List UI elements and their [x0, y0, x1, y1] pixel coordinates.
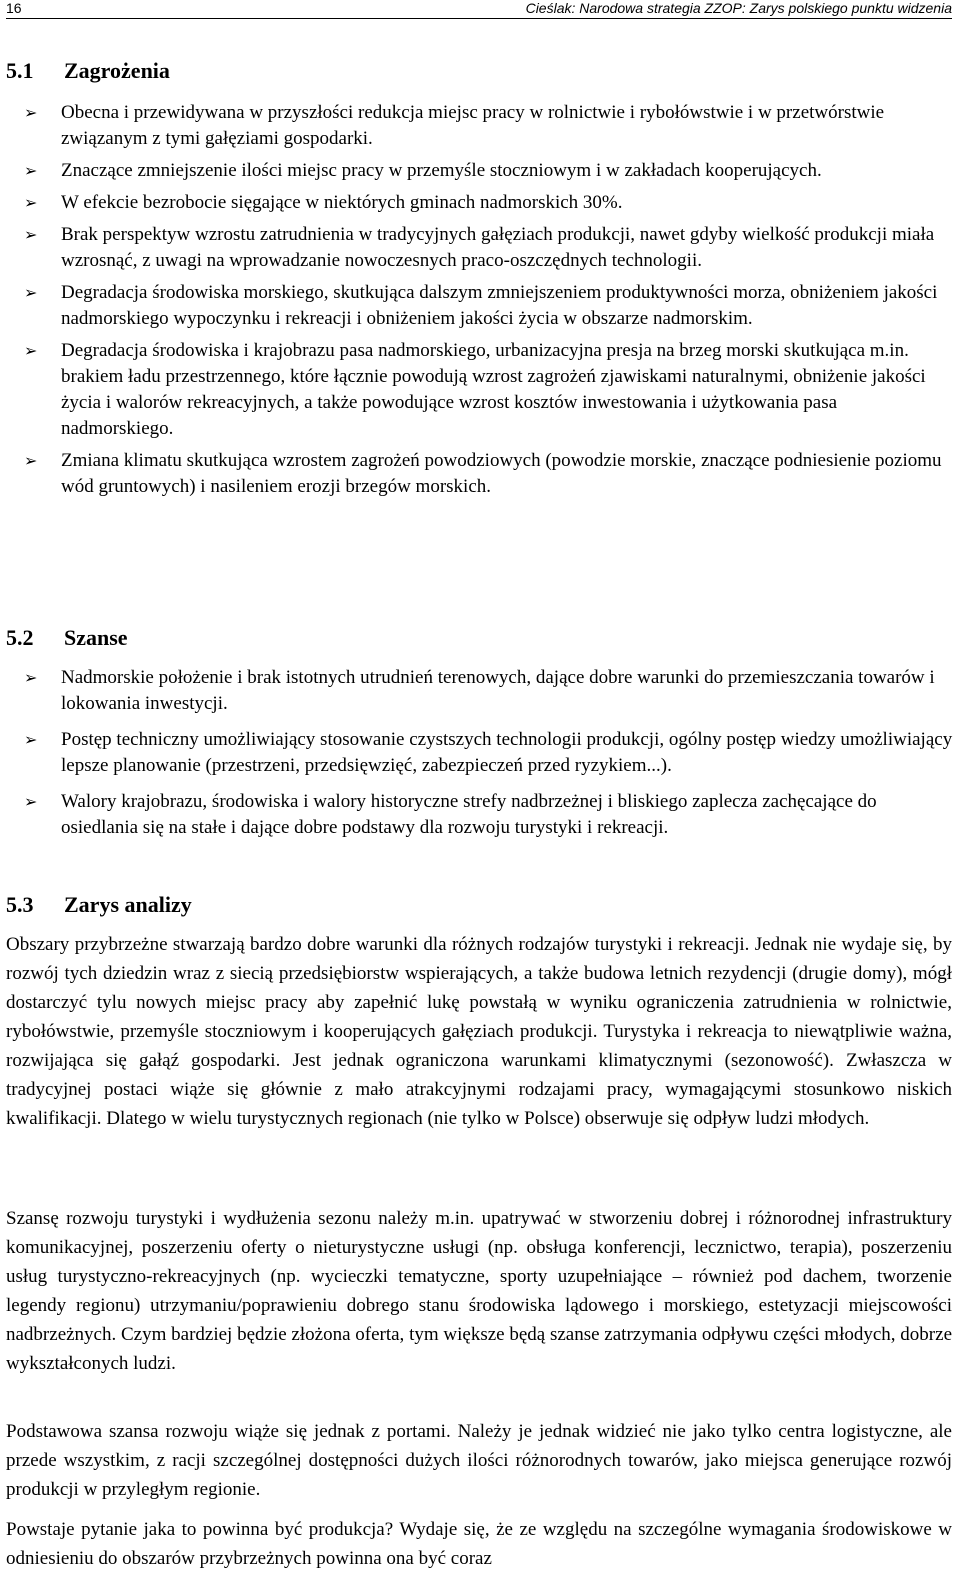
section-title: Zarys analizy — [64, 892, 192, 917]
section-number: 5.2 — [6, 625, 34, 650]
list-item: ➢ Obecna i przewidywana w przyszłości redukcja miejsc pracy w rolnictwie i rybołówstwie i w przetwórstwie związanym z tymi gałęziami gospodarki. — [24, 102, 885, 149]
body-paragraph: Szansę rozwoju turystyki i wydłużenia sezonu należy m.in. upatrywać w stworzeniu dobrej i różnorodnej infrastruktury komunikacyjnej, poszerzeniu oferty o nieturystyczne usługi (np. obsługa konferencji, lecznictwo, terapia), poszerzeniu usług turystyczno-rekreacyjnych (np. wycieczki tematyczne, sporty uzupełniające – również pod dachem, tworzenie legendy regionu) utrzymaniu/poprawieniu dobrego stanu środowiska lądowego i morskiego, estetyzacji miejscowości nadbrzeżnych. Czym bardziej będzie złożona oferta, tym większe będą szanse zatrzymania odpływu części młodych, dobrze wykształconych ludzi. — [6, 1208, 952, 1374]
list-item: ➢ Nadmorskie położenie i brak istotnych utrudnień terenowych, dające dobre warunki do przemieszczania towarów i lokowania inwestycji. — [24, 667, 935, 714]
section-heading-analysis — [6, 892, 192, 918]
list-item: ➢ Brak perspektyw wzrostu zatrudnienia w tradycyjnych gałęziach produkcji, nawet gdyby wielkość produkcji miała wzrosnąć, z uwagi na wprowadzanie nowoczesnych praco-oszczędnych technologii. — [24, 224, 935, 271]
body-paragraph: Obszary przybrzeżne stwarzają bardzo dobre warunki dla różnych rodzajów turystyki i rekreacji. Jednak nie wydaje się, by rozwój tych dziedzin wraz z siecią przedsiębiorstw wspierających, a także budowa letnich rezydencji (drugie domy), mógł dostarczyć tylu nowych miejsc pracy aby zapełnić lukę powstałą w wyniku ograniczenia zatrudnienia w rolnictwie, rybołówstwie, przemyśle stoczniowym i kooperujących gałęziach produkcji. Turystyka i rekreacja to niewątpliwie ważna, rozwijająca się gałąź gospodarki. Jest jednak ograniczona warunkami klimatycznymi (sezonowość). Zwłaszcza w tradycyjnej postaci wiąże się głównie z mało atrakcyjnymi rodzajami pracy, wymagającymi stosunkowo niskich kwalifikacji. Dlatego w wielu turystycznych regionach (nie tylko w Polsce) obserwuje się odpływ ludzi młodych. — [6, 934, 952, 1129]
arrow-bullet-icon: ➢ — [24, 730, 38, 749]
list-item: ➢ Znaczące zmniejszenie ilości miejsc pracy w przemyśle stoczniowym i w zakładach kooperujących. — [24, 158, 954, 184]
page-header — [6, 0, 952, 19]
arrow-bullet-icon: ➢ — [24, 225, 38, 244]
opportunities-list — [24, 665, 954, 841]
arrow-bullet-icon: ➢ — [24, 283, 38, 302]
arrow-bullet-icon: ➢ — [24, 668, 38, 687]
arrow-bullet-icon: ➢ — [24, 451, 38, 470]
running-title: Cieślak: Narodowa strategia ZZOP: Zarys polskiego punktu widzenia — [525, 0, 952, 16]
arrow-bullet-icon: ➢ — [24, 161, 38, 180]
section-title: Szanse — [64, 625, 128, 650]
list-item: ➢ Degradacja środowiska i krajobrazu pasa nadmorskiego, urbanizacyjna presja na brzeg morski skutkująca m.in. brakiem ładu przestrzennego, które łącznie powodują wzrost zagrożeń zjawiskami naturalnymi, obniżenie jakości życia i walorów rekreacyjnych, a także powodujące wzrost kosztów inwestowania i użytkowania pasa nadmorskiego. — [24, 340, 926, 439]
list-item: ➢ Postęp techniczny umożliwiający stosowanie czystszych technologii produkcji, ogólny postęp wiedzy umożliwiający lepsze planowanie (przestrzeni, przedsięwzięć, zabezpieczeń przed ryzykiem...). — [24, 729, 953, 776]
list-item: ➢ Walory krajobrazu, środowiska i walory historyczne strefy nadbrzeżnej i bliskiego zaplecza zachęcające do osiedlania się na stałe i dające dobre podstawy dla rozwoju turystyki i rekreacji. — [24, 791, 877, 838]
list-item: ➢ Degradacja środowiska morskiego, skutkująca dalszym zmniejszeniem produktywności morza, obniżeniem jakości nadmorskiego wypoczynku i rekreacji i obniżeniem jakości życia w obszarze nadmorskim. — [24, 282, 938, 329]
section-heading-threats — [6, 58, 170, 84]
arrow-bullet-icon: ➢ — [24, 103, 38, 122]
arrow-bullet-icon: ➢ — [24, 341, 38, 360]
page-number: 16 — [6, 0, 22, 16]
body-paragraph: Podstawowa szansa rozwoju wiąże się jednak z portami. Należy je jednak widzieć nie jako tylko centra logistyczne, ale przede wszystkim, z racji szczególnej dostępności dużych ilości różnorodnych towarów, jako miejsca generujące rozwój produkcji w przyległym regionie. — [6, 1421, 952, 1500]
section-heading-opportunities — [6, 625, 128, 651]
list-item: ➢ W efekcie bezrobocie sięgające w niektórych gminach nadmorskich 30%. — [24, 190, 954, 216]
arrow-bullet-icon: ➢ — [24, 193, 38, 212]
section-title: Zagrożenia — [64, 58, 170, 83]
body-paragraph: Powstaje pytanie jaka to powinna być produkcja? Wydaje się, że ze względu na szczególne wymagania środowiskowe w odniesieniu do obszarów przybrzeżnych powinna ona być coraz — [6, 1519, 952, 1569]
section-number: 5.3 — [6, 892, 34, 917]
list-item: ➢ Zmiana klimatu skutkująca wzrostem zagrożeń powodziowych (powodzie morskie, znaczące podniesienie poziomu wód gruntowych) i nasileniem erozji brzegów morskich. — [24, 450, 942, 497]
arrow-bullet-icon: ➢ — [24, 792, 38, 811]
section-number: 5.1 — [6, 58, 34, 83]
threats-list — [24, 100, 954, 500]
